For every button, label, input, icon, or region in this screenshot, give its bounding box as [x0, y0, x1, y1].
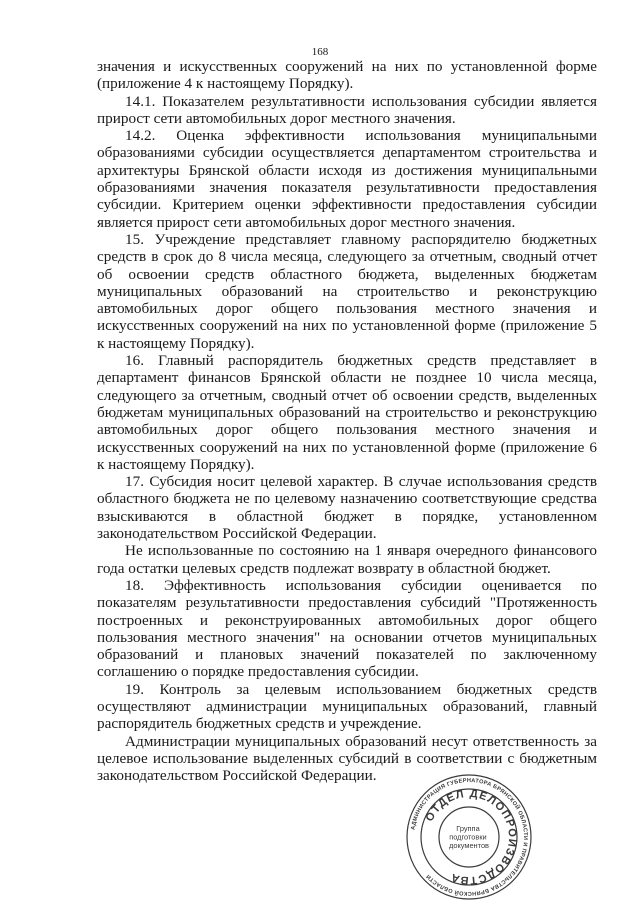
paragraph: Не использованные по состоянию на 1 января очередного финансового года остатки целевых средств подлежат возврату в областной бюджет.: [97, 542, 597, 577]
stamp-department-text: ОТДЕЛ ДЕЛОПРОИЗВОДСТВА: [423, 787, 519, 887]
paragraph: 16. Главный распорядитель бюджетных средств представляет в департамент финансов Брянской области не позднее 10 числа месяца, следующего за отчетным, сводный отчет об освоении средств, выделенных бюджетам муниципальных образований на строительство и реконструкцию автомобильных дорог общего пользования местного значения и искусственных сооружений на них по установленной форме (приложение 6 к настоящему Порядку).: [97, 352, 597, 473]
stamp-center-line: подготовки: [449, 832, 487, 842]
stamp-outer-ring-text: АДМИНИСТРАЦИЯ ГУБЕРНАТОРА БРЯНСКОЙ ОБЛАСТИ И ПРАВИТЕЛЬСТВА БРЯНСКОЙ ОБЛАСТИ: [410, 777, 529, 897]
svg-text:Группа подготовки: [449, 824, 489, 850]
stamp-center-line: документов: [449, 841, 489, 850]
office-seal-stamp: [405, 773, 533, 901]
paragraph: 14.1. Показателем результативности использования субсидии является прирост сети автомобильных дорог местного значения.: [97, 92, 597, 127]
paragraph: 19. Контроль за целевым использованием бюджетных средств осуществляют администрации муниципальных образований, главный распорядитель бюджетных средств и учреждение.: [97, 680, 597, 733]
page-number: 168: [311, 46, 329, 58]
paragraph: 14.2. Оценка эффективности использования муниципальными образованиями субсидии осуществляется департаментом строительства и архитектуры Брянской области исходя из достижения муниципальными образованиями значения показателя результативности предоставления субсидии. Критерием оценки эффективности предоставления субсидии является прирост сети автомобильных дорог местного значения.: [97, 127, 597, 231]
stamp-center-line: Группа: [456, 824, 480, 833]
paragraph: 15. Учреждение представляет главному распорядителю бюджетных средств в срок до 8 числа месяца, следующего за отчетным, сводный отчет об освоении средств областного бюджета, выделенных бюджетам муниципальных образований на строительство и реконструкцию автомобильных дорог общего пользования местного значения и искусственных сооружений на них по установленной форме (приложение 5 к настоящему Порядку).: [97, 230, 597, 352]
paragraph: Администрации муниципальных образований несут ответственность за целевое использование выделенных субсидий в соответствии с бюджетным законодательством Российской Федерации.: [97, 732, 597, 785]
paragraph: 17. Субсидия носит целевой характер. В случае использования средств областного бюджета не по целевому назначению соответствующие средства взыскиваются в областной бюджет в порядке, установленном законодательством Российской Федерации.: [97, 473, 597, 543]
paragraph: 18. Эффективность использования субсидии оценивается по показателям результативности предоставления субсидий "Протяженность построенных и реконструированных автомобильных дорог общего пользования местного значения" на основании отчетов муниципальных образований и плановых значений показателей по заключенному соглашению о порядке предоставления субсидии.: [97, 576, 597, 681]
document-body: [97, 58, 597, 784]
paragraph: значения и искусственных сооружений на них по установленной форме (приложение 4 к настоящему Порядку).: [97, 58, 597, 93]
